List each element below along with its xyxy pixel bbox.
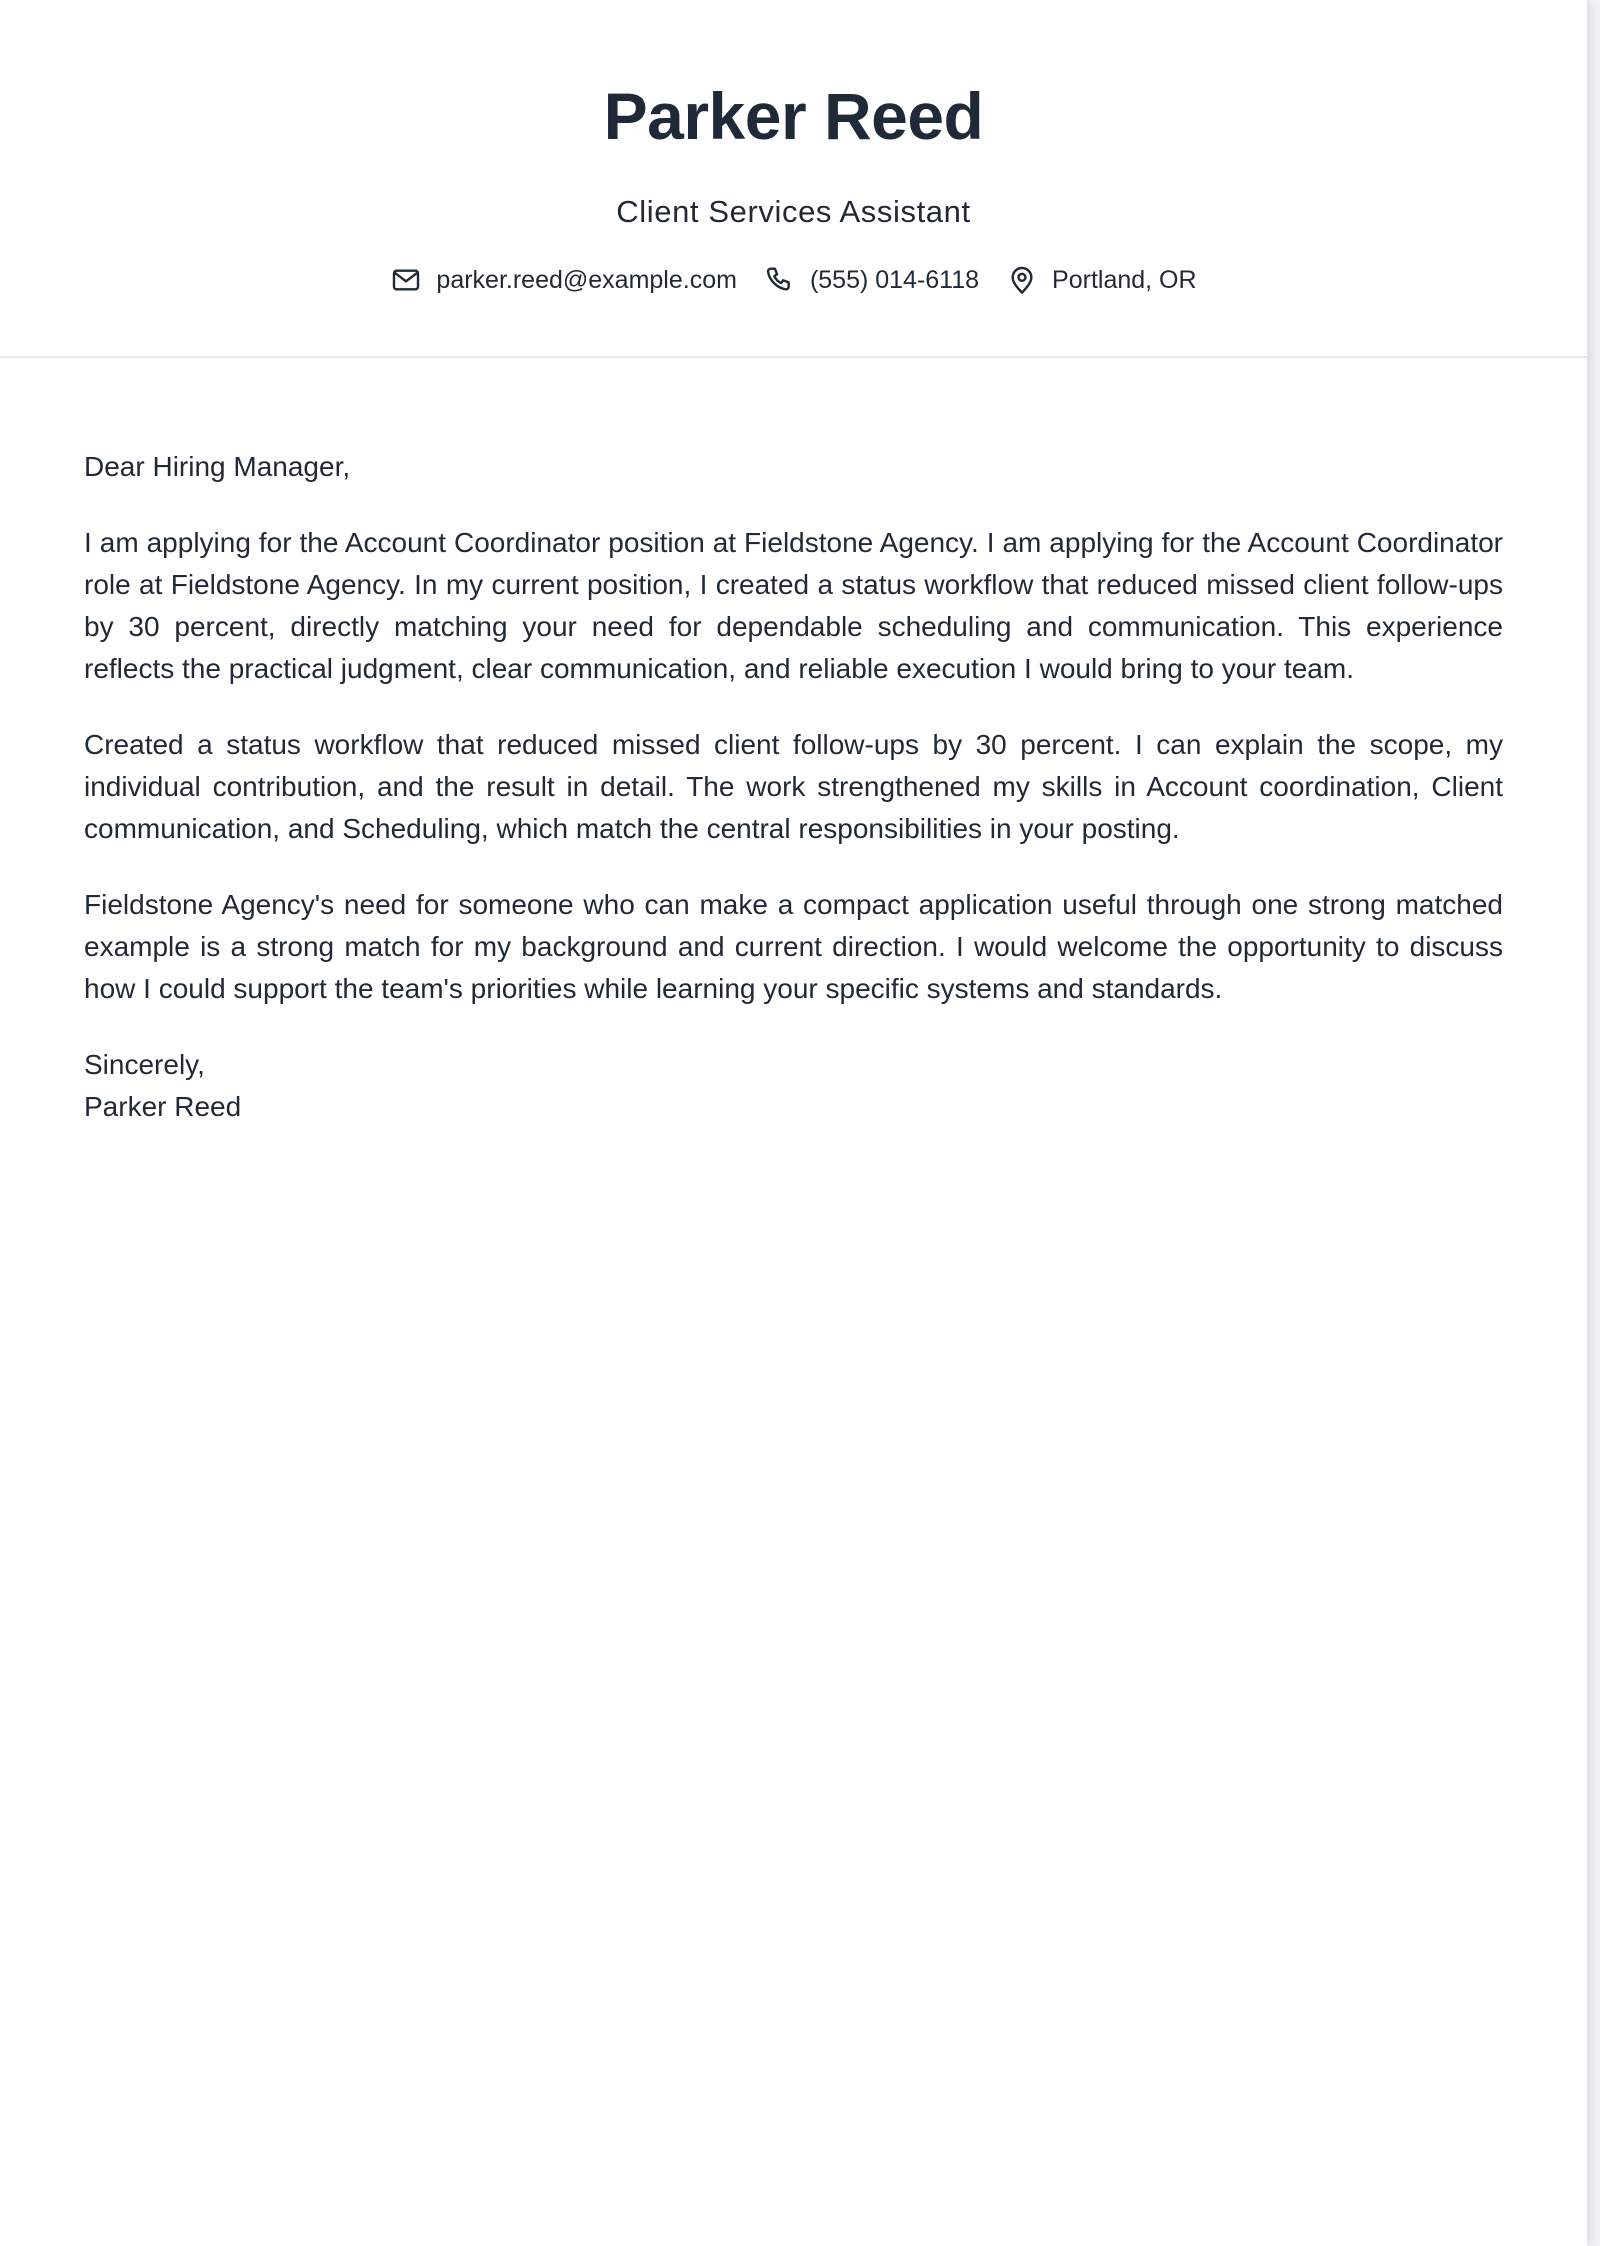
letter-greeting: Dear Hiring Manager, <box>84 451 351 482</box>
contact-location-text: Portland, OR <box>1052 266 1197 294</box>
location-pin-icon <box>1006 264 1038 296</box>
applicant-role: Client Services Assistant <box>616 194 971 229</box>
contact-phone <box>764 262 979 298</box>
contact-row <box>0 262 1587 298</box>
phone-icon <box>764 264 796 296</box>
letter-paragraph: I am applying for the Account Coordinator position at Fieldstone Agency. I am applying for the Account Coordinator role at Fieldstone Agency. In my current position, I created a status workflow that reduced missed client follow-ups by 30 percent, directly matching your need for dependable scheduling and communication. This experience reflects the practical judgment, clear communication, and reliable execution I would bring to your team. <box>84 527 1503 684</box>
contact-email-text: parker.reed@example.com <box>436 266 737 294</box>
mail-icon <box>390 264 422 296</box>
letter-closing-block <box>84 1044 1503 1128</box>
letter-body <box>84 446 1503 1128</box>
letter-header <box>0 0 1587 358</box>
letter-closing: Sincerely, <box>84 1049 205 1080</box>
letter-paragraph: Fieldstone Agency's need for someone who can make a compact application useful through one strong matched example is a strong match for my background and current direction. I would welcome the opportunity to discuss how I could support the team's priorities while learning your specific systems and standards. <box>84 889 1503 1004</box>
applicant-name: Parker Reed <box>603 79 984 153</box>
contact-email <box>390 262 737 298</box>
letter-signature: Parker Reed <box>84 1091 242 1122</box>
contact-location <box>1006 262 1197 298</box>
letter-paragraph: Created a status workflow that reduced missed client follow-ups by 30 percent. I can explain the scope, my individual contribution, and the result in detail. The work strengthened my skills in Account coordination, Client communication, and Scheduling, which match the central responsibilities in your posting. <box>84 729 1503 844</box>
contact-phone-text: (555) 014-6118 <box>809 266 980 294</box>
